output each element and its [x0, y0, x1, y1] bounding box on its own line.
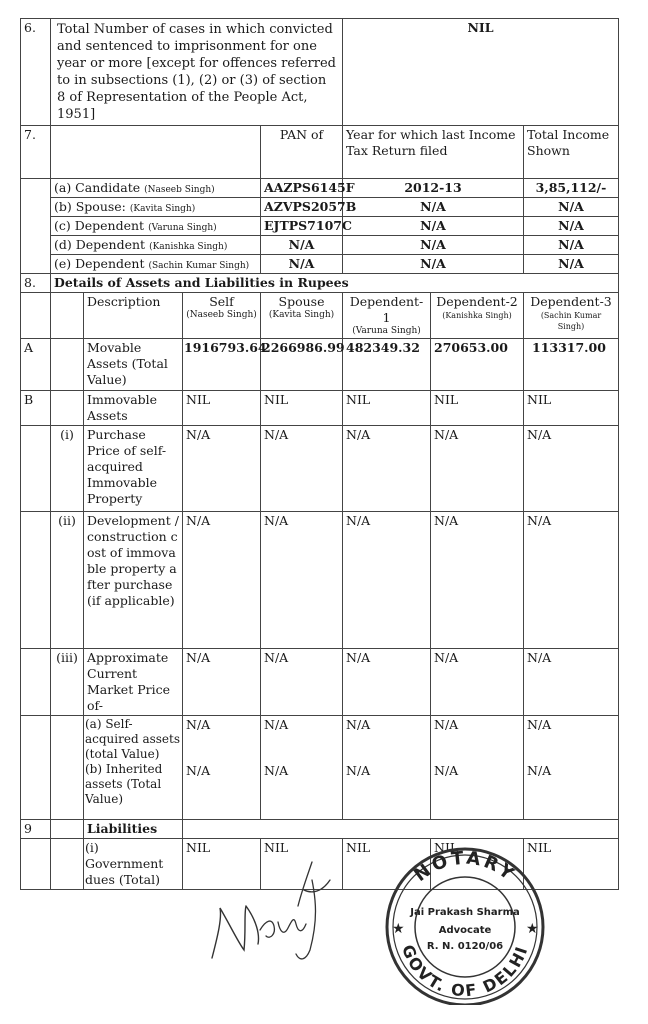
row-bii-desc: Development /construction cost of immovable property after purchase (if applicable) — [84, 512, 183, 649]
row-b-desc: Immovable Assets — [84, 391, 183, 426]
person-label: (b) Spouse: (Kavita Singh) — [51, 198, 261, 217]
person-name: (Varuna Singh) — [148, 223, 217, 233]
value-cell: N/A — [524, 426, 619, 512]
seal-role: Advocate — [438, 925, 492, 936]
value-cell: N/A — [527, 717, 552, 732]
row-6-value: NIL — [343, 19, 619, 126]
value-cell: N/A — [261, 649, 343, 716]
star-left-icon: ★ — [392, 921, 405, 937]
value-cell: N/A — [431, 426, 524, 512]
row-6-number: 6. — [21, 19, 51, 126]
value-cell: N/A — [343, 426, 431, 512]
value-cell: N/A — [261, 426, 343, 512]
row-7-blank — [51, 126, 261, 179]
person-income: 3,85,112/- — [524, 179, 619, 198]
person-pan: AAZPS6145F — [261, 179, 343, 198]
col-head-description: Description — [84, 293, 183, 339]
person-income: N/A — [524, 255, 619, 274]
value-cell: 113317.00 — [524, 339, 619, 391]
person-itr-year: N/A — [343, 217, 524, 236]
disclosure-table — [20, 18, 619, 890]
value-cell: 2266986.99 — [261, 339, 343, 391]
liabilities-title: Liabilities — [84, 820, 183, 839]
row-6-text: Total Number of cases in which convicted and sentenced to imprisonment for one year or more [except for offences referred to in subsections (1), (2) or (3) of section 8 of Representation of the People Act, 1951] — [51, 19, 343, 126]
pan-header: PAN of — [261, 126, 343, 179]
person-itr-year: N/A — [343, 198, 524, 217]
person-income: N/A — [524, 236, 619, 255]
person-name: (Naseeb Singh) — [144, 185, 215, 195]
value-cell: NIL — [261, 391, 343, 426]
col-head-dependent-3: Dependent-3 (Sachin Kumar Singh) — [524, 293, 619, 339]
value-cell: N/A — [261, 512, 343, 649]
row-6 — [21, 19, 619, 126]
seal-registration: R. N. 0120/06 — [426, 941, 504, 952]
value-cell: NIL — [261, 839, 343, 890]
row-bi-desc: Purchase Price of self-acquired Immovable Property — [84, 426, 183, 512]
person-income: N/A — [524, 198, 619, 217]
row-biii-sub: (iii) — [51, 649, 84, 716]
row-7-person — [21, 217, 619, 236]
value-cell: N/A — [186, 717, 211, 732]
col-head-spouse: Spouse (Kavita Singh) — [261, 293, 343, 339]
value-cell: 482349.32 — [343, 339, 431, 391]
notary-seal — [380, 845, 550, 1005]
row-bi-sub: (i) — [51, 426, 84, 512]
row-9i-desc: (i) Government dues (Total) — [84, 839, 183, 890]
seal-notary-name: Jai Prakash Sharma — [410, 907, 520, 918]
value-cell: NIL — [183, 839, 261, 890]
value-cell: NIL — [343, 839, 431, 890]
person-label: (c) Dependent (Varuna Singh) — [51, 217, 261, 236]
row-purchase-price — [21, 426, 619, 512]
row-9-number: 9 — [21, 820, 51, 839]
value-cell: 270653.00 — [431, 339, 524, 391]
value-cell: NIL — [524, 391, 619, 426]
person-name: (Kavita Singh) — [129, 204, 196, 214]
person-pan: AZVPS2057B — [261, 198, 343, 217]
star-right-icon: ★ — [526, 921, 539, 937]
value-cell: NIL — [183, 391, 261, 426]
value-cell: N/A — [343, 649, 431, 716]
value-cell: N/A — [524, 512, 619, 649]
value-cell: N/A — [186, 763, 211, 778]
value-cell: N/A — [183, 512, 261, 649]
value-cell: NIL — [431, 839, 524, 890]
seal-bottom-text: GOVT. OF DELHI — [397, 942, 532, 1001]
candidate-signature — [200, 850, 350, 970]
row-biii-desc: Approximate Current Market Price of- — [84, 649, 183, 716]
person-pan: EJTPS7107C — [261, 217, 343, 236]
person-label: (e) Dependent (Sachin Kumar Singh) — [51, 255, 261, 274]
value-cell: NIL — [524, 839, 619, 890]
row-8-title — [21, 274, 619, 293]
row-7-header — [21, 126, 619, 179]
person-label: (a) Candidate (Naseeb Singh) — [51, 179, 261, 198]
row-self-inherited-assets — [21, 716, 619, 820]
person-income: N/A — [524, 217, 619, 236]
row-7-number: 7. — [21, 126, 51, 179]
row-7-person — [21, 236, 619, 255]
inherited-label: (b) Inherited assets (Total Value) — [85, 762, 163, 806]
value-cell: N/A — [343, 512, 431, 649]
total-income-header: Total Income Shown — [524, 126, 619, 179]
value-cell: N/A — [431, 512, 524, 649]
value-cell: N/A — [434, 717, 459, 732]
row-b-number: B — [21, 391, 51, 426]
row-9-liabilities — [21, 820, 619, 839]
col-head-dependent-1: Dependent-1 (Varuna Singh) — [343, 293, 431, 339]
row-7-person — [21, 179, 619, 198]
row-biii-ab-desc — [84, 716, 183, 820]
person-pan: N/A — [261, 255, 343, 274]
col-head-dependent-2: Dependent-2 (Kanishka Singh) — [431, 293, 524, 339]
person-name: (Kanishka Singh) — [149, 242, 228, 252]
value-cell: NIL — [343, 391, 431, 426]
row-a-desc: Movable Assets (Total Value) — [84, 339, 183, 391]
value-cell: N/A — [264, 763, 289, 778]
value-cell: N/A — [183, 649, 261, 716]
seal-top-text: NOTARY — [410, 847, 520, 887]
person-pan: N/A — [261, 236, 343, 255]
value-cell: N/A — [524, 649, 619, 716]
row-immovable-assets — [21, 391, 619, 426]
value-cell: N/A — [527, 763, 552, 778]
value-cell: N/A — [183, 426, 261, 512]
itr-year-header: Year for which last Income Tax Return filed — [343, 126, 524, 179]
value-cell: N/A — [346, 717, 371, 732]
value-cell: N/A — [431, 649, 524, 716]
person-itr-year: 2012-13 — [343, 179, 524, 198]
value-cell: N/A — [264, 717, 289, 732]
assets-column-headers — [21, 293, 619, 339]
row-movable-assets — [21, 339, 619, 391]
person-itr-year: N/A — [343, 236, 524, 255]
col-head-self: Self (Naseeb Singh) — [183, 293, 261, 339]
row-bii-sub: (ii) — [51, 512, 84, 649]
person-itr-year: N/A — [343, 255, 524, 274]
row-8-number: 8. — [21, 274, 51, 293]
row-7-person — [21, 198, 619, 217]
value-cell: 1916793.64 — [183, 339, 261, 391]
row-market-price — [21, 649, 619, 716]
value-cell: N/A — [434, 763, 459, 778]
value-cell: NIL — [431, 391, 524, 426]
row-development-cost — [21, 512, 619, 649]
self-acquired-label: (a) Self-acquired assets (total Value) — [85, 717, 181, 761]
person-label: (d) Dependent (Kanishka Singh) — [51, 236, 261, 255]
value-cell: N/A — [346, 763, 371, 778]
person-name: (Sachin Kumar Singh) — [148, 261, 250, 271]
assets-title: Details of Assets and Liabilities in Rupees — [51, 274, 619, 293]
row-7-person — [21, 255, 619, 274]
row-a-number: A — [21, 339, 51, 391]
